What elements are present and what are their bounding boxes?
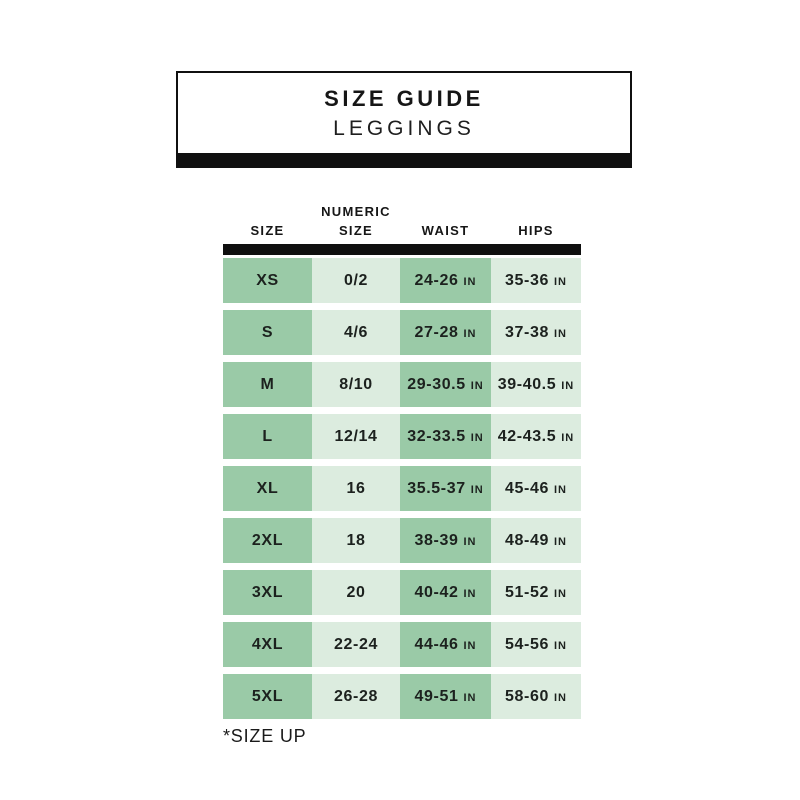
column-header-size: SIZE: [250, 223, 285, 239]
hips-cell: [491, 310, 581, 355]
column-header-waist: WAIST: [421, 223, 470, 239]
table-row: [223, 518, 581, 563]
hips-cell: [491, 674, 581, 719]
unit-label: IN: [470, 483, 484, 496]
waist-cell: [400, 310, 491, 355]
hips-cell: [491, 570, 581, 615]
hips-value: 39-40.5: [497, 375, 557, 393]
page-title: SIZE GUIDE: [324, 85, 484, 111]
column-header-numeric-size: NUMERIC SIZE: [321, 204, 391, 239]
waist-value: 35.5-37: [407, 479, 466, 497]
unit-label: IN: [553, 691, 567, 704]
numeric-size-cell: 12/14: [312, 414, 400, 459]
unit-label: IN: [553, 327, 567, 340]
hips-value: 51-52: [505, 583, 549, 601]
unit-label: IN: [470, 379, 484, 392]
header-divider-bar: [176, 155, 632, 168]
numeric-size-cell: 0/2: [312, 258, 400, 303]
numeric-size-cell: 22-24: [312, 622, 400, 667]
waist-value: 44-46: [414, 635, 459, 653]
unit-label: IN: [463, 535, 477, 548]
hips-value: 58-60: [505, 687, 549, 705]
waist-cell: [400, 258, 491, 303]
column-header-hips: HIPS: [518, 223, 554, 239]
unit-label: IN: [463, 327, 477, 340]
waist-value: 38-39: [414, 531, 459, 549]
waist-cell: [400, 674, 491, 719]
unit-label: IN: [553, 535, 567, 548]
table-row: [223, 570, 581, 615]
waist-cell: [400, 518, 491, 563]
waist-cell: [400, 570, 491, 615]
unit-label: IN: [561, 379, 575, 392]
unit-label: IN: [463, 275, 477, 288]
size-cell: S: [223, 310, 312, 355]
unit-label: IN: [553, 483, 567, 496]
unit-label: IN: [553, 639, 567, 652]
waist-value: 29-30.5: [407, 375, 466, 393]
table-row: [223, 622, 581, 667]
table-row: [223, 258, 581, 303]
size-cell: XL: [223, 466, 312, 511]
unit-label: IN: [553, 587, 567, 600]
table-row: [223, 362, 581, 407]
table-header-bar: [223, 244, 581, 255]
numeric-size-cell: 20: [312, 570, 400, 615]
unit-label: IN: [553, 275, 567, 288]
waist-value: 49-51: [414, 687, 459, 705]
waist-cell: [400, 622, 491, 667]
size-cell: 2XL: [223, 518, 312, 563]
hips-cell: [491, 466, 581, 511]
hips-cell: [491, 362, 581, 407]
size-up-note: *SIZE UP: [223, 726, 307, 746]
unit-label: IN: [463, 639, 477, 652]
unit-label: IN: [463, 691, 477, 704]
numeric-size-cell: 8/10: [312, 362, 400, 407]
waist-value: 40-42: [414, 583, 459, 601]
size-guide-header: [176, 71, 632, 155]
size-cell: M: [223, 362, 312, 407]
numeric-size-cell: 16: [312, 466, 400, 511]
hips-cell: [491, 622, 581, 667]
table-row: [223, 414, 581, 459]
hips-value: 45-46: [505, 479, 549, 497]
table-row: [223, 674, 581, 719]
numeric-size-cell: 4/6: [312, 310, 400, 355]
table-column-headers: [223, 200, 581, 244]
waist-cell: [400, 414, 491, 459]
hips-cell: [491, 518, 581, 563]
waist-value: 27-28: [414, 323, 459, 341]
size-cell: 5XL: [223, 674, 312, 719]
numeric-size-cell: 26-28: [312, 674, 400, 719]
hips-cell: [491, 258, 581, 303]
size-cell: 3XL: [223, 570, 312, 615]
size-cell: XS: [223, 258, 312, 303]
size-table: [223, 200, 581, 747]
hips-value: 42-43.5: [497, 427, 557, 445]
waist-cell: [400, 466, 491, 511]
hips-cell: [491, 414, 581, 459]
table-row: [223, 466, 581, 511]
waist-value: 24-26: [414, 271, 459, 289]
waist-cell: [400, 362, 491, 407]
size-cell: 4XL: [223, 622, 312, 667]
page-subtitle: LEGGINGS: [333, 116, 475, 140]
unit-label: IN: [561, 431, 575, 444]
unit-label: IN: [463, 587, 477, 600]
size-table-body: [223, 258, 581, 719]
hips-value: 54-56: [505, 635, 549, 653]
hips-value: 35-36: [505, 271, 549, 289]
numeric-size-cell: 18: [312, 518, 400, 563]
unit-label: IN: [470, 431, 484, 444]
waist-value: 32-33.5: [407, 427, 466, 445]
size-cell: L: [223, 414, 312, 459]
hips-value: 37-38: [505, 323, 549, 341]
hips-value: 48-49: [505, 531, 549, 549]
table-row: [223, 310, 581, 355]
